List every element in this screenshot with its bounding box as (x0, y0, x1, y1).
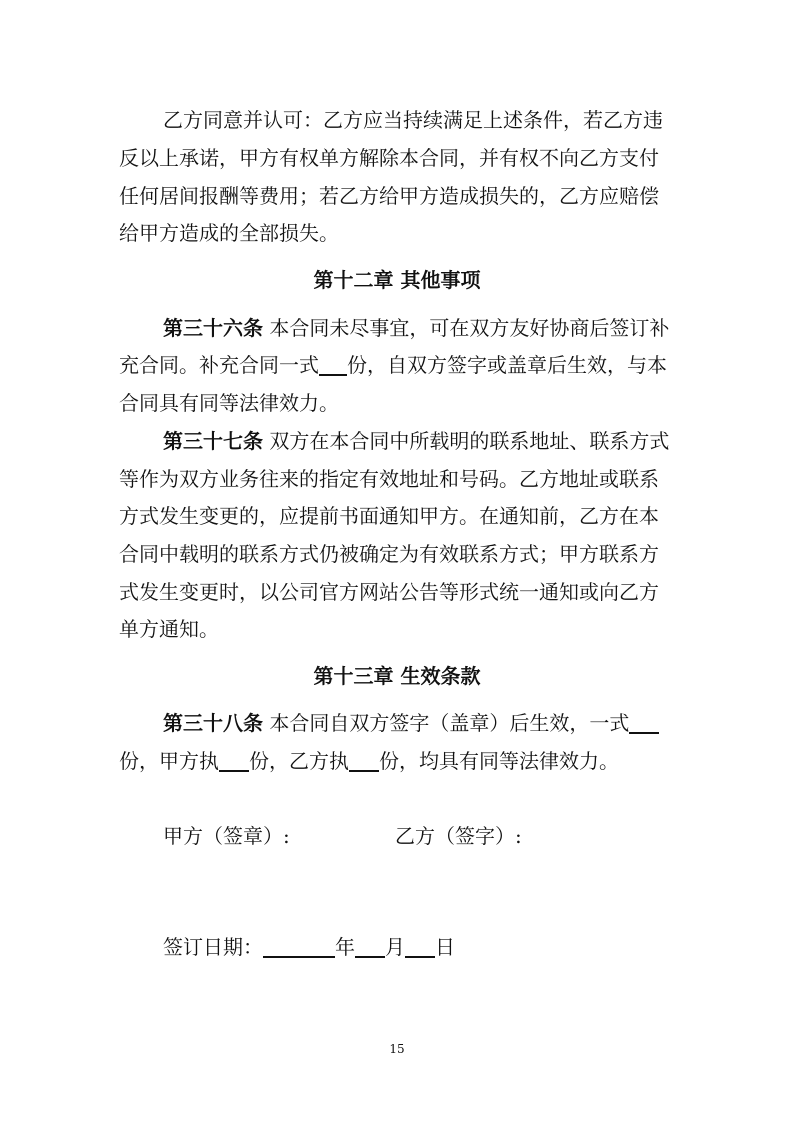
article-36-line-2 (119, 351, 667, 379)
party-a-copies-blank (219, 750, 249, 772)
article-36-text-2b: 份，自双方签字或盖章后生效，与本 (347, 353, 667, 377)
intro-line-4: 给甲方造成的全部损失。 (119, 221, 339, 245)
day-blank (405, 936, 435, 958)
intro-line-2: 反以上承诺，甲方有权单方解除本合同，并有权不向乙方支付 (119, 146, 659, 170)
article-38-label: 第三十八条 (163, 711, 263, 735)
sign-date-line (163, 933, 455, 961)
month-label: 月 (385, 935, 405, 959)
year-label: 年 (335, 935, 355, 959)
article-38-line-2 (119, 747, 619, 775)
sign-date-label: 签订日期： (163, 935, 263, 959)
article-36-text-2a: 充合同。补充合同一式 (119, 353, 319, 377)
day-label: 日 (435, 935, 455, 959)
year-blank (263, 936, 335, 958)
article-37-line-2: 等作为双方业务往来的指定有效地址和号码。乙方地址或联系 (119, 467, 659, 491)
article-37-label: 第三十七条 (163, 429, 263, 453)
article-36-line-3: 合同具有同等法律效力。 (119, 391, 339, 415)
article-37-line-5: 式发生变更时，以公司官方网站公告等形式统一通知或向乙方 (119, 580, 659, 604)
intro-line-3: 任何居间报酬等费用；若乙方给甲方造成损失的，乙方应赔偿 (119, 184, 659, 208)
article-38-text-1: 本合同自双方签字（盖章）后生效，一式 (263, 711, 630, 735)
total-copies-blank (629, 712, 659, 734)
article-38-text-2c: 份，均具有同等法律效力。 (379, 749, 619, 773)
article-37-line-4: 合同中载明的联系方式仍被确定为有效联系方式；甲方联系方 (119, 542, 659, 566)
article-36-line-1 (163, 314, 669, 342)
article-37-line-6: 单方通知。 (119, 617, 219, 641)
party-b-copies-blank (349, 750, 379, 772)
month-blank (355, 936, 385, 958)
chapter-13-title: 第十三章 生效条款 (313, 664, 481, 688)
article-38-text-2a: 份，甲方执 (119, 749, 219, 773)
copies-blank (319, 354, 347, 376)
article-37-line-3: 方式发生变更的，应提前书面通知甲方。在通知前，乙方在本 (119, 504, 659, 528)
article-38-line-1 (163, 709, 659, 737)
party-a-signature-label: 甲方（签章）: (163, 824, 290, 848)
chapter-12-title: 第十二章 其他事项 (313, 268, 481, 292)
intro-line-1: 乙方同意并认可：乙方应当持续满足上述条件，若乙方违 (163, 108, 663, 132)
article-36-text-1: 本合同未尽事宜，可在双方友好协商后签订补 (263, 316, 670, 340)
article-36-label: 第三十六条 (163, 316, 263, 340)
article-38-text-2b: 份，乙方执 (249, 749, 349, 773)
party-b-signature-label: 乙方（签字）: (395, 824, 522, 848)
article-37-text-1: 双方在本合同中所载明的联系地址、联系方式 (263, 429, 670, 453)
page-number: 15 (389, 1042, 405, 1056)
article-37-line-1 (163, 427, 669, 455)
